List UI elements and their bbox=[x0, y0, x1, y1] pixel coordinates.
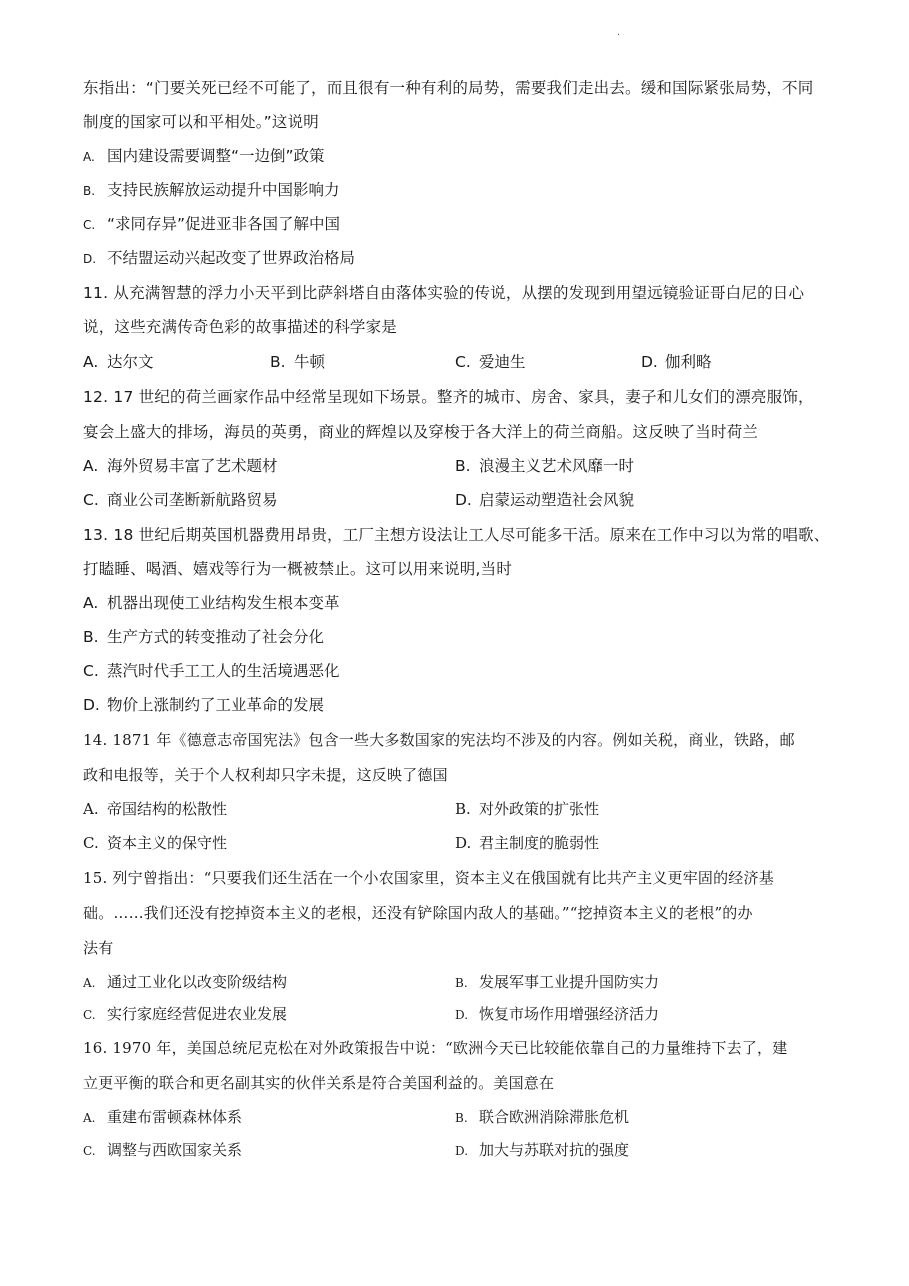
option-text: 实行家庭经营促进农业发展 bbox=[107, 1005, 288, 1023]
option-key: B. bbox=[455, 457, 471, 475]
q12-stem-line-2: 宴会上盛大的排场，海员的英勇，商业的辉煌以及穿梭于各大洋上的荷兰商船。这反映了当时荷兰 bbox=[83, 423, 759, 441]
option-key: B. bbox=[455, 1111, 468, 1125]
option-text: 资本主义的保守性 bbox=[107, 834, 228, 852]
option-text: 恢复市场作用增强经济活力 bbox=[479, 1005, 660, 1023]
option-text: 联合欧洲消除滞胀危机 bbox=[479, 1108, 630, 1126]
q13-option-a[interactable] bbox=[83, 592, 340, 614]
option-key: C. bbox=[83, 1008, 96, 1022]
option-text: 君主制度的脆弱性 bbox=[479, 834, 600, 852]
option-key: B. bbox=[455, 976, 468, 990]
q13-stem-line-2: 打瞌睡、喝酒、嬉戏等行为一概被禁止。这可以用来说明,当时 bbox=[83, 560, 513, 578]
q11-option-d[interactable] bbox=[641, 351, 712, 373]
q10-option-c[interactable] bbox=[83, 213, 340, 236]
q16-stem-line-2: 立更平衡的联合和更名副其实的伙伴关系是符合美国利益的。美国意在 bbox=[83, 1074, 555, 1092]
option-key: D. bbox=[641, 353, 658, 371]
q10-option-d[interactable] bbox=[83, 247, 355, 270]
q15-option-a[interactable] bbox=[83, 971, 287, 994]
option-key: C. bbox=[83, 1144, 96, 1158]
option-key: A. bbox=[83, 1111, 96, 1125]
q16-option-d[interactable] bbox=[455, 1139, 629, 1162]
q12-option-a[interactable] bbox=[83, 455, 278, 477]
q14-stem-line-2: 政和电报等，关于个人权利却只字未提，这反映了德国 bbox=[83, 766, 448, 784]
q11-option-b[interactable] bbox=[270, 351, 325, 373]
option-text: 海外贸易丰富了艺术题材 bbox=[107, 457, 278, 475]
option-key: D. bbox=[83, 252, 97, 266]
q14-option-a[interactable] bbox=[83, 798, 227, 820]
option-key: C. bbox=[83, 662, 99, 680]
q13-option-d[interactable] bbox=[83, 694, 324, 716]
option-key: D. bbox=[83, 696, 100, 714]
option-text: 支持民族解放运动提升中国影响力 bbox=[107, 181, 340, 199]
top-mark: · bbox=[617, 30, 621, 41]
q13-option-c[interactable] bbox=[83, 660, 340, 682]
option-key: D. bbox=[455, 491, 472, 509]
option-text: 蒸汽时代手工工人的生活境遇恶化 bbox=[107, 662, 340, 680]
q15-stem-line-2: 础。……我们还没有挖掉资本主义的老根，还没有铲除国内敌人的基础。”“挖掉资本主义的老根”的办 bbox=[83, 904, 753, 922]
option-text: 浪漫主义艺术风靡一时 bbox=[479, 457, 635, 475]
q11-stem-line-2: 说，这些充满传奇色彩的故事描述的科学家是 bbox=[83, 318, 398, 336]
q15-option-b[interactable] bbox=[455, 971, 659, 994]
q12-option-c[interactable] bbox=[83, 489, 278, 511]
q10-stem-line-1: 东指出：“门要关死已经不可能了，而且很有一种有利的局势，需要我们走出去。缓和国际紧张局势，不同 bbox=[83, 79, 814, 97]
option-text: 伽利略 bbox=[665, 353, 712, 371]
option-text: 重建布雷顿森林体系 bbox=[107, 1108, 243, 1126]
option-key: D. bbox=[455, 834, 472, 852]
option-key: B. bbox=[83, 628, 99, 646]
option-key: A. bbox=[83, 976, 96, 990]
q16-option-a[interactable] bbox=[83, 1106, 242, 1129]
q14-stem-line-1: 14. 1871 年《德意志帝国宪法》包含一些大多数国家的宪法均不涉及的内容。例如关税，商业，铁路，邮 bbox=[83, 731, 795, 749]
q14-option-b[interactable] bbox=[455, 798, 599, 820]
q11-option-c[interactable] bbox=[455, 351, 526, 373]
option-text: 爱迪生 bbox=[479, 353, 526, 371]
option-key: A. bbox=[83, 594, 99, 612]
q10-option-b[interactable] bbox=[83, 179, 340, 202]
option-key: D. bbox=[455, 1144, 469, 1158]
q16-option-c[interactable] bbox=[83, 1139, 242, 1162]
option-text: 国内建设需要调整“一边倒”政策 bbox=[107, 147, 325, 165]
q12-stem-line-1: 12. 17 世纪的荷兰画家作品中经常呈现如下场景。整齐的城市、房舍、家具，妻子和儿女们的漂亮服饰， bbox=[83, 388, 814, 406]
option-text: 调整与西欧国家关系 bbox=[107, 1141, 243, 1159]
option-text: 商业公司垄断新航路贸易 bbox=[107, 491, 278, 509]
option-key: C. bbox=[83, 491, 99, 509]
option-text: 加大与苏联对抗的强度 bbox=[479, 1141, 630, 1159]
option-key: C. bbox=[83, 834, 99, 852]
q13-stem-line-1: 13. 18 世纪后期英国机器费用昂贵，工厂主想方设法让工人尽可能多干活。原来在工作中习以为常的唱歌、 bbox=[83, 526, 830, 544]
option-key: A. bbox=[83, 800, 99, 818]
option-key: B. bbox=[270, 353, 286, 371]
q14-option-d[interactable] bbox=[455, 832, 599, 854]
q10-option-a[interactable] bbox=[83, 145, 325, 168]
q16-stem-line-1: 16. 1970 年，美国总统尼克松在对外政策报告中说：“欧洲今天已比较能依靠自己的力量维持下去了，建 bbox=[83, 1039, 788, 1057]
option-key: B. bbox=[455, 800, 471, 818]
option-text: 启蒙运动塑造社会风貌 bbox=[479, 491, 635, 509]
option-text: 对外政策的扩张性 bbox=[479, 800, 600, 818]
option-key: C. bbox=[83, 218, 96, 232]
q15-option-d[interactable] bbox=[455, 1003, 659, 1026]
q15-stem-line-3: 法有 bbox=[83, 939, 114, 957]
q10-stem-line-2: 制度的国家可以和平相处。”这说明 bbox=[83, 113, 319, 131]
option-key: A. bbox=[83, 150, 95, 164]
option-text: “求同存异”促进亚非各国了解中国 bbox=[107, 215, 341, 233]
q13-option-b[interactable] bbox=[83, 626, 324, 648]
option-text: 生产方式的转变推动了社会分化 bbox=[107, 628, 325, 646]
option-key: D. bbox=[455, 1008, 469, 1022]
option-text: 不结盟运动兴起改变了世界政治格局 bbox=[107, 249, 356, 267]
option-key: C. bbox=[455, 353, 471, 371]
q11-stem-line-1: 11. 从充满智慧的浮力小天平到比萨斜塔自由落体实验的传说，从摆的发现到用望远镜验证哥白尼的日心 bbox=[83, 284, 805, 302]
option-key: B. bbox=[83, 184, 96, 198]
q12-option-d[interactable] bbox=[455, 489, 634, 511]
q15-stem-line-1: 15. 列宁曾指出：“只要我们还生活在一个小农国家里，资本主义在俄国就有比共产主义更牢固的经济基 bbox=[83, 869, 774, 887]
option-text: 机器出现使工业结构发生根本变革 bbox=[107, 594, 340, 612]
q16-option-b[interactable] bbox=[455, 1106, 629, 1129]
option-text: 物价上涨制约了工业革命的发展 bbox=[107, 696, 325, 714]
option-text: 通过工业化以改变阶级结构 bbox=[107, 973, 288, 991]
option-key: A. bbox=[83, 457, 99, 475]
q12-option-b[interactable] bbox=[455, 455, 634, 477]
option-key: A. bbox=[83, 353, 99, 371]
option-text: 帝国结构的松散性 bbox=[107, 800, 228, 818]
q11-option-a[interactable] bbox=[83, 351, 154, 373]
q14-option-c[interactable] bbox=[83, 832, 227, 854]
q15-option-c[interactable] bbox=[83, 1003, 287, 1026]
option-text: 牛顿 bbox=[294, 353, 326, 371]
option-text: 发展军事工业提升国防实力 bbox=[479, 973, 660, 991]
option-text: 达尔文 bbox=[107, 353, 154, 371]
